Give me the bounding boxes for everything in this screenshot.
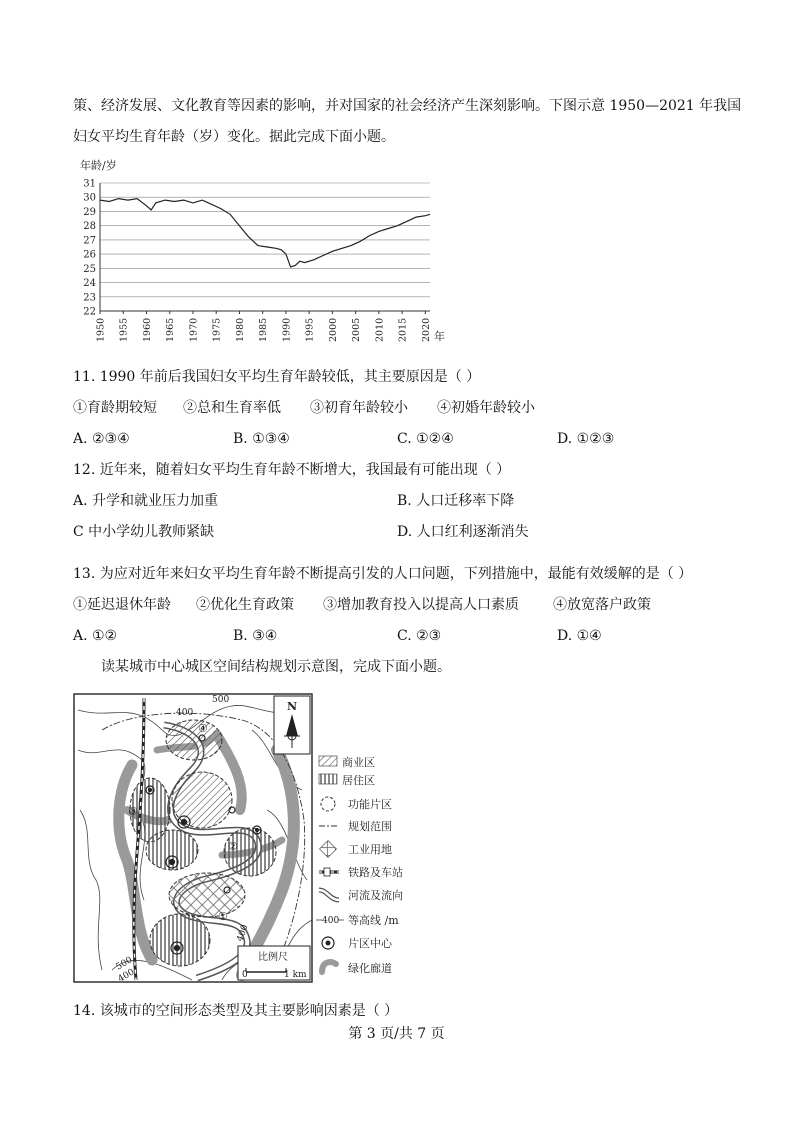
scale-title: 比例尺 xyxy=(258,952,288,963)
legend-corridor: 绿化廊道 xyxy=(348,962,392,975)
chart-series-line xyxy=(100,199,430,267)
zone-4-commercial xyxy=(166,720,222,760)
q13-option-b[interactable]: B. ③④ xyxy=(233,628,278,644)
chart-xtick-label: 2010 xyxy=(374,317,386,342)
chart-xtick-label: 2015 xyxy=(397,317,409,342)
q13-option-d[interactable]: D. ①④ xyxy=(557,628,602,644)
chart-xtick-label: 1990 xyxy=(281,317,293,342)
legend-boundary: 规划范围 xyxy=(348,820,392,833)
chart-xtick-label: 1985 xyxy=(258,317,270,342)
contour-label-400-bottom: 400 xyxy=(116,967,137,985)
q12-option-a[interactable]: A. 升学和就业压力加重 xyxy=(73,493,219,509)
chart-ytick-label: 29 xyxy=(83,206,96,218)
chart-xtick-label: 1955 xyxy=(118,317,130,342)
chart-ytick-label: 22 xyxy=(83,306,96,318)
chart-ytick-label: 23 xyxy=(83,292,96,304)
legend-river: 河流及流向 xyxy=(348,889,403,902)
q13-option-c[interactable]: C. ②③ xyxy=(397,628,442,644)
scale-km: 1 km xyxy=(284,970,307,980)
chart-xtick-label: 1970 xyxy=(188,317,200,342)
q13-item-4: ④放宽落户政策 xyxy=(553,597,651,613)
q13-item-2: ②优化生育政策 xyxy=(196,597,294,613)
legend-commercial: 商业区 xyxy=(342,756,375,769)
chart-ytick-label: 26 xyxy=(83,249,96,261)
chart-xtick-label: 1950 xyxy=(95,317,107,342)
legend-center-icon xyxy=(322,937,334,949)
chart-ytick-label: 31 xyxy=(83,178,96,190)
contour-label-500-bottom: 500 xyxy=(114,955,135,973)
legend-contour: 等高线 /m xyxy=(348,914,399,927)
chart-xtick-label: 2005 xyxy=(351,317,363,342)
q12-option-c[interactable]: C 中小学幼儿教师紧缺 xyxy=(73,524,215,540)
map-legend xyxy=(316,755,403,975)
legend-railway: 铁路及车站 xyxy=(348,866,403,879)
q11-item-1: ①育龄期较短 xyxy=(73,400,157,416)
q11-option-a[interactable]: A. ②③④ xyxy=(73,431,130,447)
q13-stem: 13. 为应对近年来妇女平均生育年龄不断提高引发的人口问题，下列措施中，最能有效缓解的是（ ） xyxy=(73,566,693,582)
city-structure-map xyxy=(72,690,417,985)
chart-xtick-label: 1965 xyxy=(165,317,177,342)
zone-label-3: ③ xyxy=(128,805,138,818)
zone-1-industrial xyxy=(169,873,245,917)
zone-label-4: ④ xyxy=(198,722,208,735)
contour-label-400-top: 400 xyxy=(176,708,194,718)
contour-label-500-top: 500 xyxy=(212,695,230,705)
legend-railway-icon xyxy=(319,868,339,876)
q13-item-1: ①延迟退休年龄 xyxy=(73,597,171,613)
chart-ytick-label: 30 xyxy=(83,192,96,204)
q11-option-b[interactable]: B. ①③④ xyxy=(233,431,290,447)
chart-xtick-label: 1995 xyxy=(304,317,316,342)
q11-option-d[interactable]: D. ①②③ xyxy=(557,431,615,447)
scale-zero: 0 xyxy=(242,970,248,980)
chart-ylabel: 年龄/岁 xyxy=(80,159,117,172)
q11-item-3: ③初育年龄较小 xyxy=(310,400,408,416)
map-intro: 读某城市中心城区空间结构规划示意图，完成下面小题。 xyxy=(101,659,451,675)
legend-zone-icon xyxy=(321,797,335,811)
legend-corridor-icon xyxy=(322,962,336,972)
chart-xtick-label: 1980 xyxy=(234,317,246,342)
page-footer: 第 3 页/共 7 页 xyxy=(348,1026,445,1042)
zone-label-2: ② xyxy=(228,840,238,853)
chart-xlabel: 年 xyxy=(434,330,445,343)
intro-line-2: 妇女平均生育年龄（岁）变化。据此完成下面小题。 xyxy=(73,129,395,145)
intro-line-1: 策、经济发展、文化教育等因素的影响，并对国家的社会经济产生深刻影响。下图示意 1950—2021 年我国 xyxy=(73,98,742,114)
q11-item-2: ②总和生育率低 xyxy=(183,400,281,416)
legend-commercial-swatch xyxy=(319,756,337,766)
chart-xtick-label: 1975 xyxy=(211,317,223,342)
legend-residential-swatch xyxy=(319,774,337,784)
q11-stem: 11. 1990 年前后我国妇女平均生育年龄较低，其主要原因是（ ） xyxy=(73,369,481,385)
zone-south-residential xyxy=(150,914,210,966)
legend-river-icon xyxy=(319,890,339,900)
chart-ytick-label: 28 xyxy=(83,221,96,233)
legend-industrial-icon xyxy=(320,841,337,858)
contour-label-400-right: 400 xyxy=(235,923,251,944)
zone-central-commercial xyxy=(172,772,232,828)
legend-contour-value: 400 xyxy=(322,916,340,926)
q13-item-3: ③增加教育投入以提高人口素质 xyxy=(323,597,519,613)
legend-center: 片区中心 xyxy=(348,937,392,950)
q11-item-4: ④初婚年龄较小 xyxy=(437,400,535,416)
q11-option-c[interactable]: C. ①②④ xyxy=(397,431,454,447)
q12-option-b[interactable]: B. 人口迁移率下降 xyxy=(397,493,515,509)
chart-ytick-label: 25 xyxy=(83,263,96,275)
chart-xtick-label: 1960 xyxy=(141,317,153,342)
q14-stem: 14. 该城市的空间形态类型及其主要影响因素是（ ） xyxy=(73,1003,399,1019)
q12-option-d[interactable]: D. 人口红利逐渐消失 xyxy=(397,524,529,540)
zone-label-1: ① xyxy=(218,910,228,923)
age-line-chart xyxy=(70,155,445,355)
north-label: N xyxy=(287,700,298,713)
chart-xtick-label: 2020 xyxy=(420,317,432,342)
chart-ytick-label: 27 xyxy=(83,235,96,247)
legend-zone: 功能片区 xyxy=(348,798,392,811)
q13-option-a[interactable]: A. ①② xyxy=(73,628,118,644)
legend-industrial: 工业用地 xyxy=(348,843,392,856)
chart-xtick-label: 2000 xyxy=(327,317,339,342)
chart-ytick-label: 24 xyxy=(83,278,96,290)
legend-residential: 居住区 xyxy=(342,774,375,787)
q12-stem: 12. 近年来，随着妇女平均生育年龄不断增大，我国最有可能出现（ ） xyxy=(73,462,511,478)
